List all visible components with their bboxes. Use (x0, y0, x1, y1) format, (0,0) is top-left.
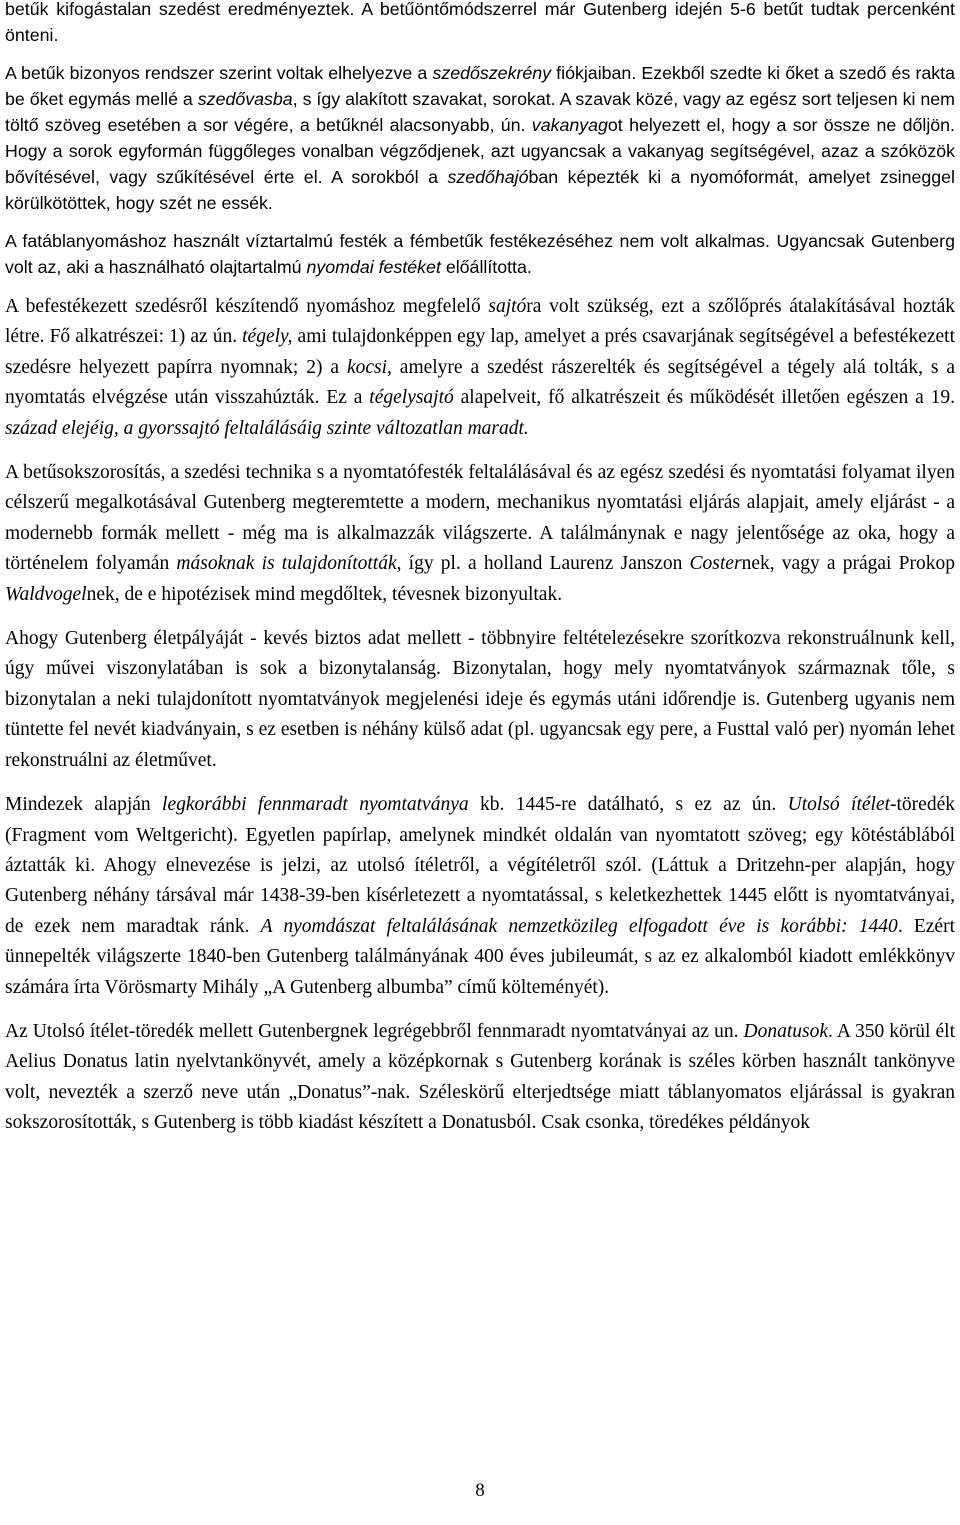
text-run: -töredék (Fragment vom Weltgericht). Egyetlen papírlap, amelynek mindkét oldalán van nyomtatott szöveg; egy kötéstáblából áztatták ki. Ahogy elnevezése is jelzi, az utolsó ítéletről, a végítéletről szól. (Láttuk a Dritzehn-per alapján, hogy Gutenberg néhány társával már 1438-39-ben kísérletezett a nyomtatással, s keletkezhettek 1445 előtt is nyomtatványai, de ezek nem maradtak ránk. (5, 794, 955, 937)
text-run: előállította. (440, 257, 532, 277)
paragraph-type-case (5, 60, 955, 216)
italic-text: szedőszekrény (432, 63, 552, 83)
text-run: , így pl. a holland Laurenz Janszon (396, 553, 690, 575)
text-run: Ahogy Gutenberg életpályáját - kevés biztos adat mellett - többnyire feltételezésekre szorítkozva rekonstruálnunk kell, úgy művei viszonylatában is sok a bizonytalanság. Bizonytalan, hogy mely nyomtatványok származnak tőle, s bizonytalan a neki tulajdonított nyomtatványok megjelenési ideje és egymás utáni időrendje is. Gutenberg ugyanis nem tüntette fel nevét kiadványain, s ez esetben is néhány külső adat (pl. ugyancsak egy pere, a Fusttal való per) nyomán lehet rekonstruálni az életművet. (5, 628, 955, 771)
text-run: amelyre a szedést rászerelték és segítségével a tégely alá tolták, s a nyomtatás elvégzése után visszahúzták. Ez a (5, 356, 955, 409)
text-run: nek, de e hipotézisek mind megdőltek, tévesnek bizonyultak. (86, 583, 563, 605)
italic-text: Donatusok (743, 1020, 829, 1042)
text-run: . Ezért ünnepelték világszerte 1840-ben Gutenberg találmányának 400 éves jubileumát, s az ez alkalomból kiadott emlékkönyv számára írta Vörösmarty Mihály „A Gutenberg albumba” című költeményét). (5, 915, 955, 998)
text-run: ra volt szükség, ezt a szőlőprés átalakításával hozták létre. Fő alkatrészei: 1) az ún. (5, 296, 956, 348)
italic-text: sajtó (488, 296, 527, 317)
paragraph-last-judgement-fragment (5, 790, 955, 1003)
text-run: kb. 1445-re datálható, s ez az ún. (468, 794, 788, 816)
text-run: fiókjaiban. Ezekből szedte ki őket a szedő és rakta be őket egymás mellé a (5, 63, 955, 109)
text-run: ami tulajdonképpen egy lap, amelyet a prés csavarjának segítségével a befestékezett szedésre helyezett papírra nyomnak; 2) a (5, 326, 955, 378)
text-run: Az Utolsó ítélet-töredék mellett Gutenbergnek legrégebbről fennmaradt nyomtatványai az un. (5, 1020, 744, 1042)
italic-text: szedővasba (197, 89, 293, 109)
italic-text: nyomdai festéket (306, 257, 441, 277)
paragraph-ink (5, 228, 955, 280)
text-run: alapelveit, fő alkatrészeit és működését illetően egészen a 19. (453, 387, 955, 409)
text-run: , s így alakított szavakat, sorokat. A szavak közé, vagy az egész sort teljesen ki nem töltő szöveg esetében a sor végére, a betűknél alacsonyabb, ún. (5, 89, 955, 135)
italic-text: Utolsó ítélet (787, 794, 891, 816)
italic-text: A nyomdászat feltalálásának nemzetközileg elfogadott éve is korábbi: 1440 (260, 915, 898, 937)
text-run: Mindezek alapján (5, 794, 163, 816)
text-run: . A 350 körül élt Aelius Donatus latin nyelvtankönyvét, amely a középkornak s Gutenberg korának is széles körben használt tankönyve volt, nevezték a szerző neve után „Donatus”-nak. Széleskörű elterjedtsége miatt táblanyomatos eljárással is gyakran sokszorosították, s Gutenberg is több kiadást készített a Donatusból. Csak csonka, töredékes példányok (5, 1020, 955, 1134)
italic-text: tégelysajtó (369, 387, 454, 409)
text-run: ban képezték ki a nyomóformát, amelyet zsineggel körülkötöttek, hogy szét ne essék. (5, 167, 955, 213)
text-run: A betűk bizonyos rendszer szerint voltak elhelyezve a (5, 63, 433, 83)
italic-text: tégely, (242, 326, 293, 348)
italic-text: Coster (689, 553, 742, 575)
italic-text: szedőhajó (447, 167, 529, 187)
paragraph-significance (5, 458, 955, 610)
text-run: ot helyezett el, hogy a sor össze ne dőljön. Hogy a sorok egyformán függőleges vonalban végződjenek, azt ugyancsak a vakanyag segítségével, azaz a szóközök bővítésével, vagy szűkítésével érte el. A sorokból a (5, 115, 955, 187)
paragraph-press (5, 292, 955, 444)
text-run: A befestékezett szedésről készítendő nyomáshoz megfelelő (5, 296, 489, 317)
page-number: 8 (475, 1480, 485, 1501)
paragraph-life-uncertainty (5, 624, 955, 776)
paragraph-donatus (5, 1017, 955, 1139)
italic-text: század elejéig, a gyorssajtó feltalálásáig szinte változatlan maradt. (5, 417, 529, 439)
paragraph-type-casting (5, 0, 955, 48)
italic-text: Waldvogel (5, 583, 87, 605)
text-run: betűk kifogástalan szedést eredményeztek. A betűöntőmódszerrel már Gutenberg idején 5-6 betűt tudtak percenként önteni. (5, 0, 955, 45)
text-run: A betűsokszorosítás, a szedési technika s a nyomtatófesték feltalálásával és az egész szedési és nyomtatási folyamat ilyen célszerű megalkotásával Gutenberg megteremtette a modern, mechanikus nyomtatási eljárás alapjait, amely eljárást - a modernebb formák mellett - még ma is alkalmazzák világszerte. A találmánynak e nagy jelentősége az oka, hogy a történelem folyamán (5, 462, 955, 575)
text-run: A fatáblanyomáshoz használt víztartalmú festék a fémbetűk festékezéséhez nem volt alkalmas. Ugyancsak Gutenberg volt az, aki a használható olajtartalmú (5, 231, 955, 277)
italic-text: legkorábbi fennmaradt nyomtatványa (162, 794, 469, 816)
text-run: nek, vagy a prágai Prokop (741, 553, 955, 575)
italic-text: másoknak is tulajdonították (176, 553, 397, 575)
italic-text: kocsi, (346, 356, 392, 378)
italic-text: vakanyag (531, 115, 608, 135)
